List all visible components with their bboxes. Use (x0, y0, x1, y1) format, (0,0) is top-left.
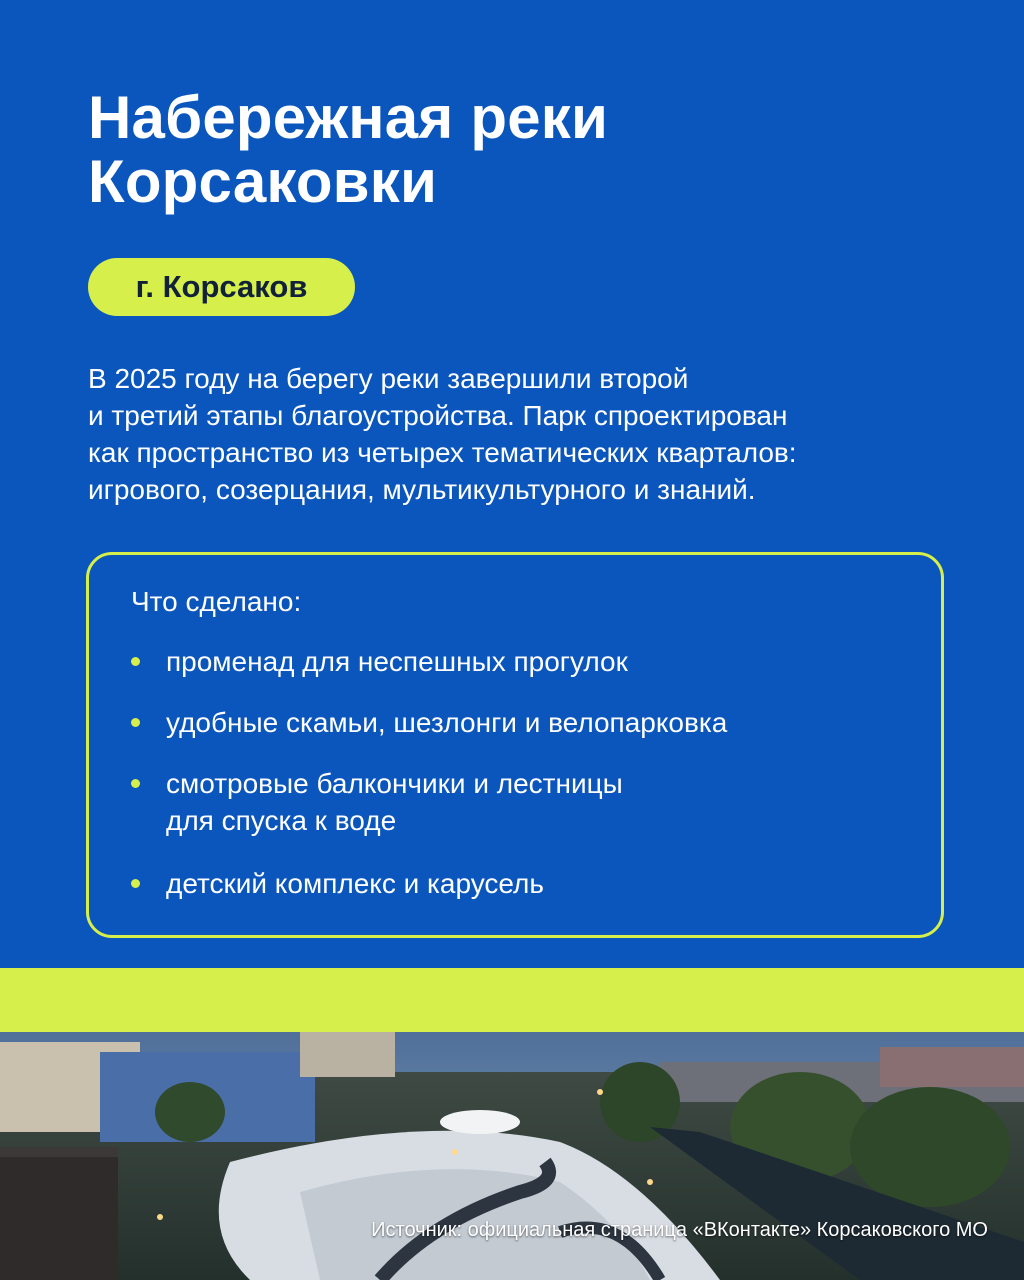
city-badge: г. Корсаков (88, 258, 355, 316)
list-item-text (166, 643, 886, 680)
intro-line: как пространство из четырех тематических кварталов: (88, 437, 797, 468)
embankment-photo (0, 1032, 1024, 1280)
embankment-illustration (0, 1032, 1024, 1280)
intro-line: и третий этапы благоустройства. Парк спроектирован (88, 400, 788, 431)
title-line: Набережная реки (88, 84, 609, 151)
list-item-text (166, 704, 886, 741)
bullet-icon (131, 779, 140, 788)
intro-line: игрового, созерцания, мультикультурного и знаний. (88, 474, 756, 505)
bullet-icon (131, 657, 140, 666)
list-item-line: променад для неспешных прогулок (166, 646, 628, 677)
list-item-text (166, 865, 886, 902)
list-item-line: смотровые балкончики и лестницы (166, 768, 623, 799)
done-list-box (86, 552, 944, 938)
intro-text (88, 360, 948, 508)
list-item-text (166, 765, 886, 839)
done-list-title: Что сделано: (131, 586, 302, 617)
title-line: Корсаковки (88, 148, 438, 215)
source-caption: Источник: официальная страница «ВКонтакте» Корсаковского МО (371, 1219, 988, 1241)
list-item-line: удобные скамьи, шезлонги и велопарковка (166, 707, 728, 738)
list-item-line: детский комплекс и карусель (166, 868, 544, 899)
intro-line: В 2025 году на берегу реки завершили второй (88, 363, 689, 394)
bullet-icon (131, 879, 140, 888)
accent-strip (0, 968, 1024, 1032)
bullet-icon (131, 718, 140, 727)
page-title (88, 86, 948, 214)
list-item-line: для спуска к воде (166, 805, 397, 836)
